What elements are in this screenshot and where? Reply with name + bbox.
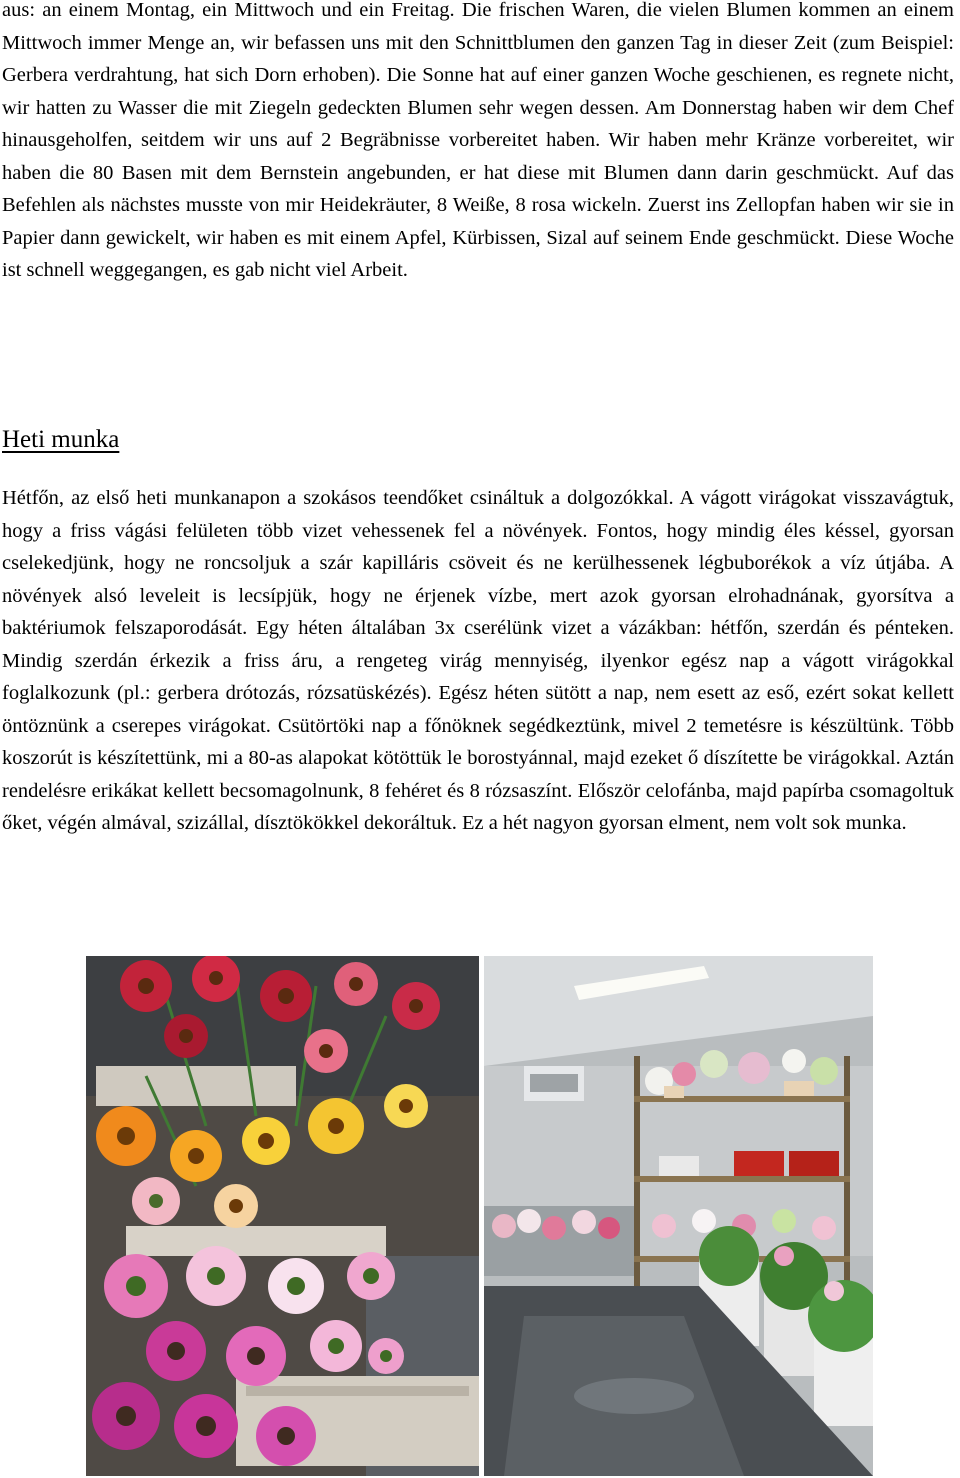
cold-storage-room-photo [484,956,873,1476]
german-paragraph: aus: an einem Montag, ein Mittwoch und ein Freitag. Die frischen Waren, die vielen Blumen kommen an einem Mittwoch immer Menge an, wir befassen uns mit den Schnittblumen den ganzen Tag in dieser Zeit (zum Beispiel: Gerbera verdrahtung, hat sich Dorn erhoben). Die Sonne hat auf einer ganzen Woche geschienen, es regnete nicht, wir hatten zu Wasser die mit Ziegeln gedeckten Blumen sehr wegen dessen. Am Donnerstag haben wir dem Chef hinausgeholfen, seitdem wir uns auf 2 Begräbnisse vorbereitet haben. Wir haben mehr Kränze vorbereitet, wir haben die 80 Basen mit dem Bernstein angebunden, er hat diese mit Blumen dann darin geschmückt. Auf das Befehlen als nächstes musste von mir Heidekräuter, 8 Weiße, 8 rosa wickeln. Zuerst ins Zellopfan haben wir sie in Papier dann gewickelt, wir haben es mit einem Apfel, Kürbissen, Sizal auf seinem Ende geschmückt. Diese Woche ist schnell weggegangen, es gab nicht viel Arbeit. [2,0,954,281]
hungarian-paragraph: Hétfőn, az első heti munkanapon a szokásos teendőket csináltuk a dolgozókkal. A vágott virágokat visszavágtuk, hogy a friss vágási felületen több vizet vehessenek fel a növények. Fontos, hogy mindig éles késsel, gyorsan cselekedjünk, hogy ne roncsoljuk a szár kapilláris csöveit és ne kerülhessenek légbuborékok a víz útjába. A növények alsó leveleit is lecsípjük, hogy ne érjenek vízbe, mert azok gyorsan elrohadnának, gyorsítva a baktériumok felszaporodását. Egy héten általában 3x cserélünk vizet a vázákban: hétfőn, szerdán és pénteken. Mindig szerdán érkezik a friss áru, a rengeteg virág mennyiség, ilyenkor egész nap a vágott virágokkal foglalkozunk (pl.: gerbera drótozás, rózsatüskézés). Egész héten sütött a nap, nem esett az eső, ezért sokat kellett öntöznünk a cserepes virágokat. Csütörtöki nap a főnöknek segédkeztünk, mivel 2 temetésre is készültünk. Több koszorút is készítettünk, mi a 80-as alapokat kötöttük le borostyánnal, majd ezeket ő díszítette be virágokkal. Aztán rendelésre erikákat kellett becsomagolnunk, 8 fehéret és 8 rózsaszínt. Először celofánba, majd papírba csomagoltuk őket, végén almával, szizállal, dísztökökkel dekoráltuk. Ez a hét nagyon gyorsan elment, nem volt sok munka. [2,487,954,834]
section-heading: Heti munka [2,426,120,453]
gerbera-flowers-photo [86,956,479,1476]
